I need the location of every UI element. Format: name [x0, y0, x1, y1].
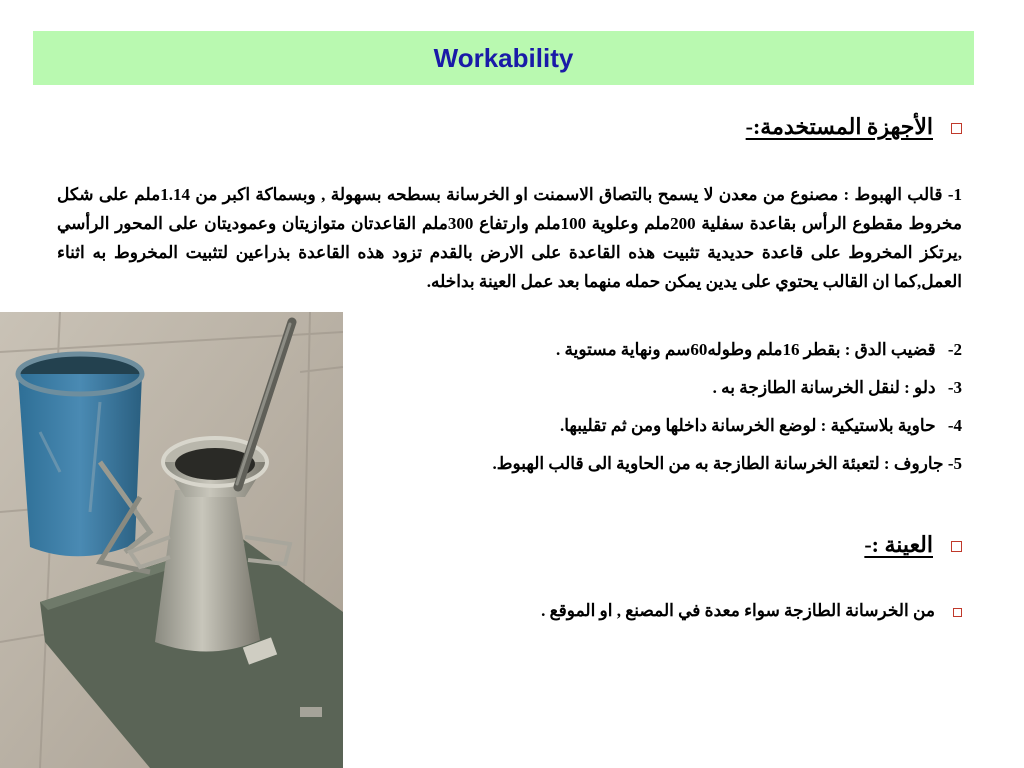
item-3 — [713, 374, 962, 402]
square-bullet-icon — [953, 608, 962, 617]
sample-bullet-text: من الخرسانة الطازجة سواء معدة في المصنع , او الموقع . — [541, 601, 935, 620]
item-3-number: 3- — [947, 378, 962, 397]
equipment-heading-text: الأجهزة المستخدمة:- — [745, 114, 933, 139]
title-bar — [33, 31, 974, 85]
item-3-text: دلو : لنقل الخرسانة الطازجة به . — [712, 378, 936, 397]
item-4-number: 4- — [947, 416, 962, 435]
item-2-text: قضيب الدق : بقطر 16ملم وطوله60سم ونهاية مستوية . — [556, 340, 936, 359]
item-4 — [560, 412, 962, 440]
item-1-number: 1- — [947, 185, 963, 204]
sample-heading-text: العينة :- — [864, 532, 933, 557]
item-2 — [556, 336, 962, 364]
item-5-number: 5- — [947, 454, 962, 473]
square-bullet-icon — [951, 123, 962, 134]
sample-heading — [864, 532, 962, 558]
item-2-number: 2- — [947, 340, 962, 359]
slide-title: Workability — [433, 42, 574, 73]
item-1-text: قالب الهبوط : مصنوع من معدن لا يسمح بالتصاق الاسمنت او الخرسانة بسطحه بسهولة , وبسماكة اكبر من 1.14ملم على شكل مخروط مقطوع الرأس بقاعدة سفلية 200ملم وعلوية 100ملم وارتفاع 300ملم القاعدتان متوازيتان وعموديتان على المحور الرأسي ,يرتكز المخروط على قاعدة حديدية تثبيت هذه القاعدة على الارض بالقدم تزود هذه القاعدة بذراعين لتثبيت المخروط به اثناء العمل,كما ان القالب يحتوي على يدين يمكن حمله منهما بعد عمل العينة بداخله. — [57, 185, 962, 291]
sample-bullet — [541, 597, 962, 625]
slump-test-photo — [0, 312, 343, 768]
equipment-heading — [746, 114, 962, 140]
item-1 — [57, 180, 962, 296]
item-5 — [493, 450, 962, 478]
item-4-text: حاوية بلاستيكية : لوضع الخرسانة داخلها ومن ثم تقليبها. — [559, 416, 936, 435]
square-bullet-icon — [951, 541, 962, 552]
item-5-text: جاروف : لتعبئة الخرسانة الطازجة به من الحاوية الى قالب الهبوط. — [492, 454, 944, 473]
